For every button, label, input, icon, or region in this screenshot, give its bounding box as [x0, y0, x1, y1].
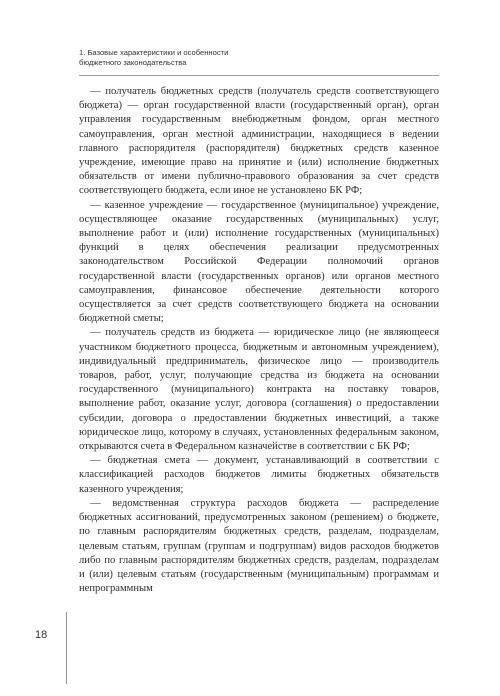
page-number: 18 [35, 629, 48, 641]
body-text [79, 85, 439, 596]
paragraph-departmental-structure: — ведомственная структура расходов бюджета — распределение бюджетных ассигнований, предусмотренных законом (решением) о бюджете, по главным распорядителям бюджетных средств, разделам, подразделам, целевым статьям, группам (группам и подгруппам) видов расходов бюджетов либо по главным распорядителям бюджетных средств, разделам, подразделам и (или) целевым статьям (государственным (муниципальным) программам и непрограммным [79, 497, 439, 595]
header-divider [79, 75, 439, 76]
running-header-line-2: бюджетного законодательства [79, 58, 187, 67]
running-header-line-1: 1. Базовые характеристики и особенности [79, 48, 229, 57]
paragraph-recipient-of-budget-funds: — получатель бюджетных средств (получатель средств соответствующего бюджета) — орган государственной власти (государственный орган), орган управления государственным внебюджетным фондом, орган местного самоуправления, орган местной администрации, находящиеся в ведении главного распорядителя (распорядителя) бюджетных средств казенное учреждение, имеющие право на принятие и (или) исполнение бюджетных обязательств от имени публично-правового образования за счет средств соответствующего бюджета, если иное не установлено БК РФ; [79, 86, 439, 197]
paragraph-state-institution: — казенное учреждение — государственное (муниципальное) учреждение, осуществляющее оказание государственных (муниципальных) услуг, выполнение работ и (или) исполнение государственных (муниципальных) функций в целях обеспечения реализации предусмотренных законодательством Российской Федерации полномочий органов государственной власти (государственных органов) или органов местного самоуправления, финансовое обеспечение деятельности которого осуществляется за счет средств соответствующего бюджета на основании бюджетной сметы; [79, 199, 439, 325]
running-header [79, 48, 439, 68]
paragraph-recipient-of-funds-from-budget: — получатель средств из бюджета — юридическое лицо (не являющееся участником бюджетного процесса, бюджетным и автономным учреждением), индивидуальный предприниматель, физическое лицо — производитель товаров, работ, услуг, получающие средства из бюджета на основании государственного (муниципального) контракта на поставку товаров, выполнение работ, оказание услуг, договора (соглашения) о предоставлении субсидии, договора о предоставлении бюджетных инвестиций, а также юридическое лицо, которому в случаях, установленных федеральным законом, открываются счета в Федеральном казначействе в соответствии с БК РФ; [79, 327, 439, 453]
paragraph-budget-estimate: — бюджетная смета — документ, устанавливающий в соответствии с классификацией расходов бюджетов лимиты бюджетных обязательств казенного учреждения; [79, 455, 439, 495]
page-number-divider [66, 612, 67, 684]
